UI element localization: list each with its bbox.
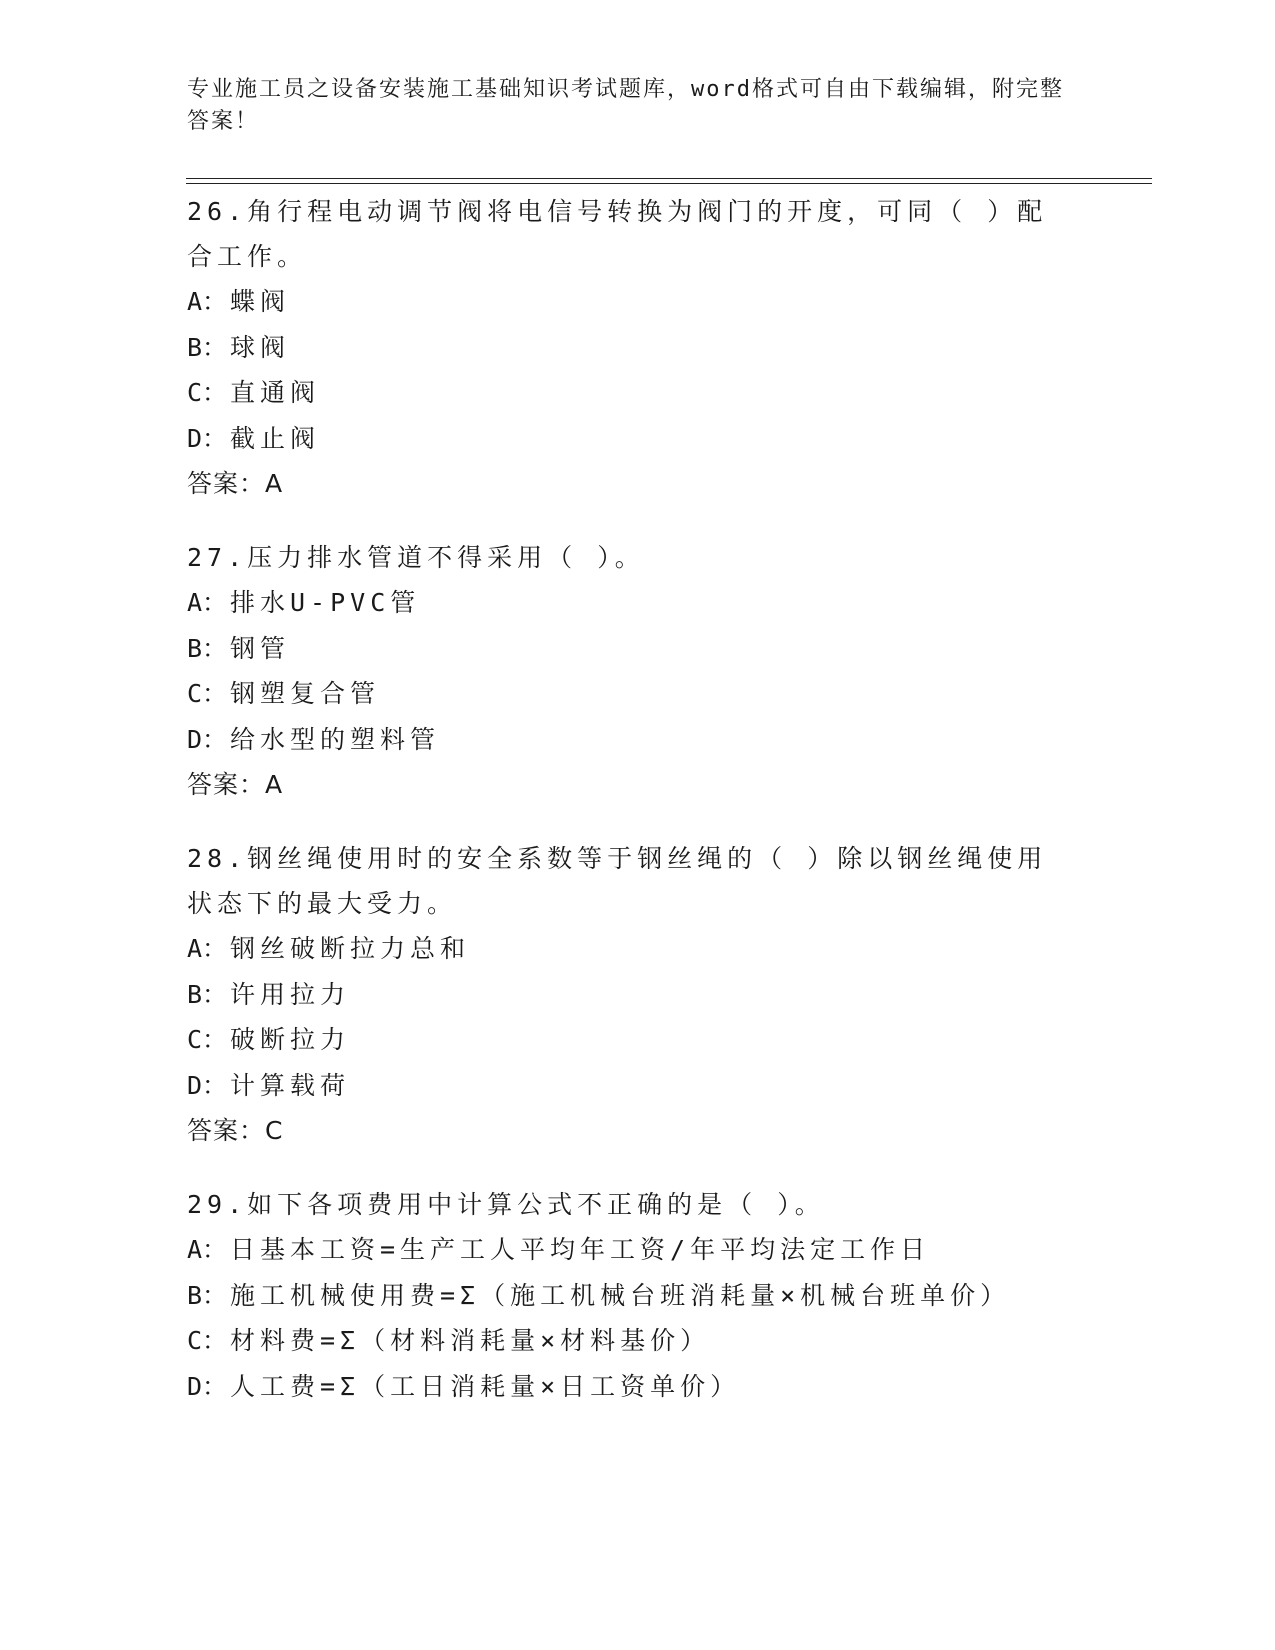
option-b: [187, 1273, 1087, 1319]
option-letter: B：: [187, 332, 228, 362]
option-a: [187, 1227, 1087, 1273]
option-a: [187, 580, 1087, 626]
question-28: [187, 836, 1087, 1154]
option-text: 计算载荷: [230, 1070, 351, 1100]
question-stem: 29.如下各项费用中计算公式不正确的是（ ）。: [187, 1190, 825, 1219]
option-letter: D：: [187, 724, 228, 754]
option-text: 钢塑复合管: [230, 679, 381, 708]
answer: 答案：A: [187, 469, 284, 498]
option-text: 球阀: [230, 332, 291, 362]
option-b: [187, 626, 1087, 672]
option-d: [187, 1063, 1087, 1109]
answer: 答案：C: [187, 1116, 284, 1145]
question-stem: 27.压力排水管道不得采用（ ）。: [187, 543, 645, 572]
option-c: [187, 1318, 1087, 1364]
option-letter: C：: [187, 378, 228, 407]
option-text: 施工机械使用费=Σ（施工机械台班消耗量×机械台班单价）: [230, 1280, 1011, 1310]
document-header: 专业施工员之设备安装施工基础知识考试题库，word格式可自由下载编辑，附完整答案！: [187, 77, 1064, 134]
option-letter: A：: [187, 588, 228, 617]
option-text: 给水型的塑料管: [230, 724, 441, 754]
option-text: 排水U-PVC管: [230, 588, 421, 617]
option-c: [187, 671, 1087, 717]
header-divider-bottom: [186, 183, 1152, 184]
option-text: 钢丝破断拉力总和: [230, 934, 471, 963]
question-stem: 26.角行程电动调节阀将电信号转换为阀门的开度，可同（ ）配合工作。: [187, 197, 1048, 271]
option-letter: B：: [187, 1280, 228, 1310]
option-text: 人工费=Σ（工日消耗量×日工资单价）: [230, 1371, 741, 1401]
option-c: [187, 1017, 1087, 1063]
option-a: [187, 926, 1087, 972]
option-d: [187, 1364, 1087, 1410]
option-text: 破断拉力: [230, 1025, 351, 1054]
option-letter: D：: [187, 423, 228, 453]
option-c: [187, 370, 1087, 416]
question-stem: 28.钢丝绳使用时的安全系数等于钢丝绳的（ ）除以钢丝绳使用状态下的最大受力。: [187, 844, 1048, 918]
option-letter: A：: [187, 934, 228, 963]
option-text: 蝶阀: [230, 287, 291, 316]
option-letter: B：: [187, 979, 228, 1009]
question-29: [187, 1182, 1087, 1409]
option-text: 材料费=Σ（材料消耗量×材料基价）: [230, 1326, 711, 1355]
option-b: [187, 972, 1087, 1018]
option-text: 钢管: [230, 633, 291, 663]
option-a: [187, 279, 1087, 325]
option-letter: C：: [187, 1326, 228, 1355]
option-letter: B：: [187, 633, 228, 663]
question-27: [187, 535, 1087, 808]
option-text: 截止阀: [230, 423, 321, 453]
question-26: [187, 189, 1087, 507]
answer: 答案：A: [187, 770, 284, 799]
header-divider-top: [186, 178, 1152, 179]
option-letter: D：: [187, 1371, 228, 1401]
option-text: 日基本工资=生产工人平均年工资/年平均法定工作日: [230, 1235, 931, 1264]
option-letter: D：: [187, 1070, 228, 1100]
option-letter: C：: [187, 1025, 228, 1054]
option-letter: A：: [187, 1235, 228, 1264]
option-letter: A：: [187, 287, 228, 316]
option-letter: C：: [187, 679, 228, 708]
option-text: 直通阀: [230, 378, 321, 407]
option-d: [187, 717, 1087, 763]
question-list: [187, 189, 1087, 1437]
option-text: 许用拉力: [230, 979, 351, 1009]
option-b: [187, 325, 1087, 371]
option-d: [187, 416, 1087, 462]
